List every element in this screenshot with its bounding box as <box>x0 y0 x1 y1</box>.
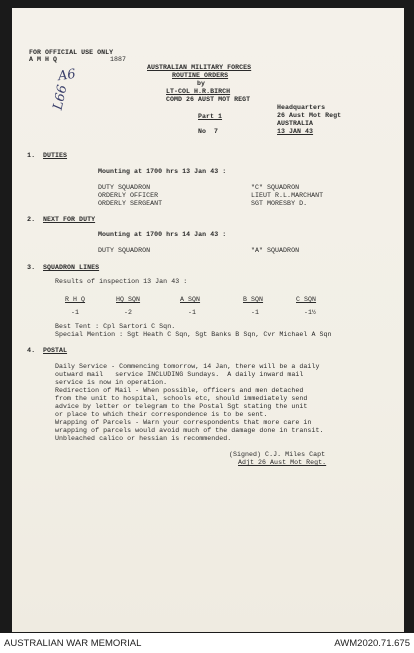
col-rhq: R H Q <box>65 296 86 303</box>
col-hq-sqn: HQ SQN <box>116 296 141 303</box>
hq-line-3: AUSTRALIA <box>277 120 314 127</box>
doc-type: ROUTINE ORDERS <box>172 72 229 79</box>
classification-amhq: A M H Q <box>29 56 58 63</box>
next-duty-assigned: "A" SQUADRON <box>251 247 300 254</box>
score-b-sqn: -1 <box>251 309 260 316</box>
signature-role: Adjt 26 Aust Mot Regt. <box>238 459 327 466</box>
command-title: COMD 26 AUST MOT REGT <box>166 96 251 103</box>
score-c-sqn: -1½ <box>304 309 317 316</box>
best-tent: Best Tent : Cpl Sartori C Sqn. <box>55 323 176 330</box>
hq-date: 13 JAN 43 <box>277 128 314 135</box>
postal-line: or place to which their correspondence is to be sent. <box>55 411 268 418</box>
score-a-sqn: -1 <box>188 309 197 316</box>
score-rhq: -1 <box>71 309 80 316</box>
duty-assigned-1: "C" SQUADRON <box>251 184 300 191</box>
section-1-mounting: Mounting at 1700 hrs 13 Jan 43 : <box>98 168 227 175</box>
next-duty-role: DUTY SQUADRON <box>98 247 151 254</box>
duty-assigned-2: LIEUT R.L.MARCHANT <box>251 192 324 199</box>
postal-line: from the unit to hospital, schools etc, should immediately send <box>55 395 308 402</box>
section-4-number: 4. <box>27 347 36 355</box>
section-3-number: 3. <box>27 264 36 272</box>
postal-line: outward mail service INCLUDING Sundays. A daily inward mail <box>55 371 304 378</box>
hq-line-1: Headquarters <box>277 104 326 111</box>
score-hq-sqn: -2 <box>124 309 133 316</box>
section-2-number: 2. <box>27 216 36 224</box>
postal-line: Redirection of Mail - When possible, officers and men detached <box>55 387 304 394</box>
duty-role-2: ORDERLY OFFICER <box>98 192 159 199</box>
commander-name: LT-COL H.R.BIRCH <box>166 88 231 95</box>
section-4-title: POSTAL <box>43 347 68 354</box>
col-c-sqn: C SQN <box>296 296 317 303</box>
col-b-sqn: B SQN <box>243 296 264 303</box>
duty-assigned-3: SGT MORESBY D. <box>251 200 308 207</box>
handwritten-mark-1: A6 <box>57 66 77 85</box>
signature-line: (Signed) C.J. Miles Capt <box>229 451 326 458</box>
postal-line: wrapping of parcels would avoid much of the damage done in transit. <box>55 427 324 434</box>
section-2-mounting: Mounting at 1700 hrs 14 Jan 43 : <box>98 231 227 238</box>
duty-role-3: ORDERLY SERGEANT <box>98 200 163 207</box>
footer-accession-id: AWM2020.71.675 <box>334 638 410 649</box>
order-number: No 7 <box>198 128 219 135</box>
postal-line: service is now in operation. <box>55 379 168 386</box>
section-1-title: DUTIES <box>43 152 68 159</box>
inspection-results: Results of inspection 13 Jan 43 : <box>55 278 188 285</box>
classification-number: 1887 <box>110 56 127 63</box>
postal-line: Unbleached calico or hessian is recommended. <box>55 435 232 442</box>
postal-line: Daily Service - Commencing tomorrow, 14 Jan, there will be a daily <box>55 363 320 370</box>
by-line: by <box>197 80 206 87</box>
part-label: Part 1 <box>198 113 223 120</box>
col-a-sqn: A SQN <box>180 296 201 303</box>
footer-source: AUSTRALIAN WAR MEMORIAL <box>4 638 142 649</box>
handwritten-mark-2: L66 <box>50 83 71 112</box>
forces-title: AUSTRALIAN MILITARY FORCES <box>147 64 252 71</box>
duty-role-1: DUTY SQUADRON <box>98 184 151 191</box>
special-mention: Special Mention : Sgt Heath C Sqn, Sgt Banks B Sqn, Cvr Michael A Sqn <box>55 331 332 338</box>
document-page <box>12 8 404 632</box>
hq-line-2: 26 Aust Mot Regt <box>277 112 342 119</box>
section-2-title: NEXT FOR DUTY <box>43 216 96 223</box>
postal-line: advice by letter or telegram to the Postal Sgt stating the unit <box>55 403 308 410</box>
classification-line: FOR OFFICIAL USE ONLY <box>29 49 114 56</box>
postal-line: Wrapping of Parcels - Warn your correspondents that more care in <box>55 419 312 426</box>
section-1-number: 1. <box>27 152 36 160</box>
section-3-title: SQUADRON LINES <box>43 264 100 271</box>
footer-bar <box>0 633 414 653</box>
